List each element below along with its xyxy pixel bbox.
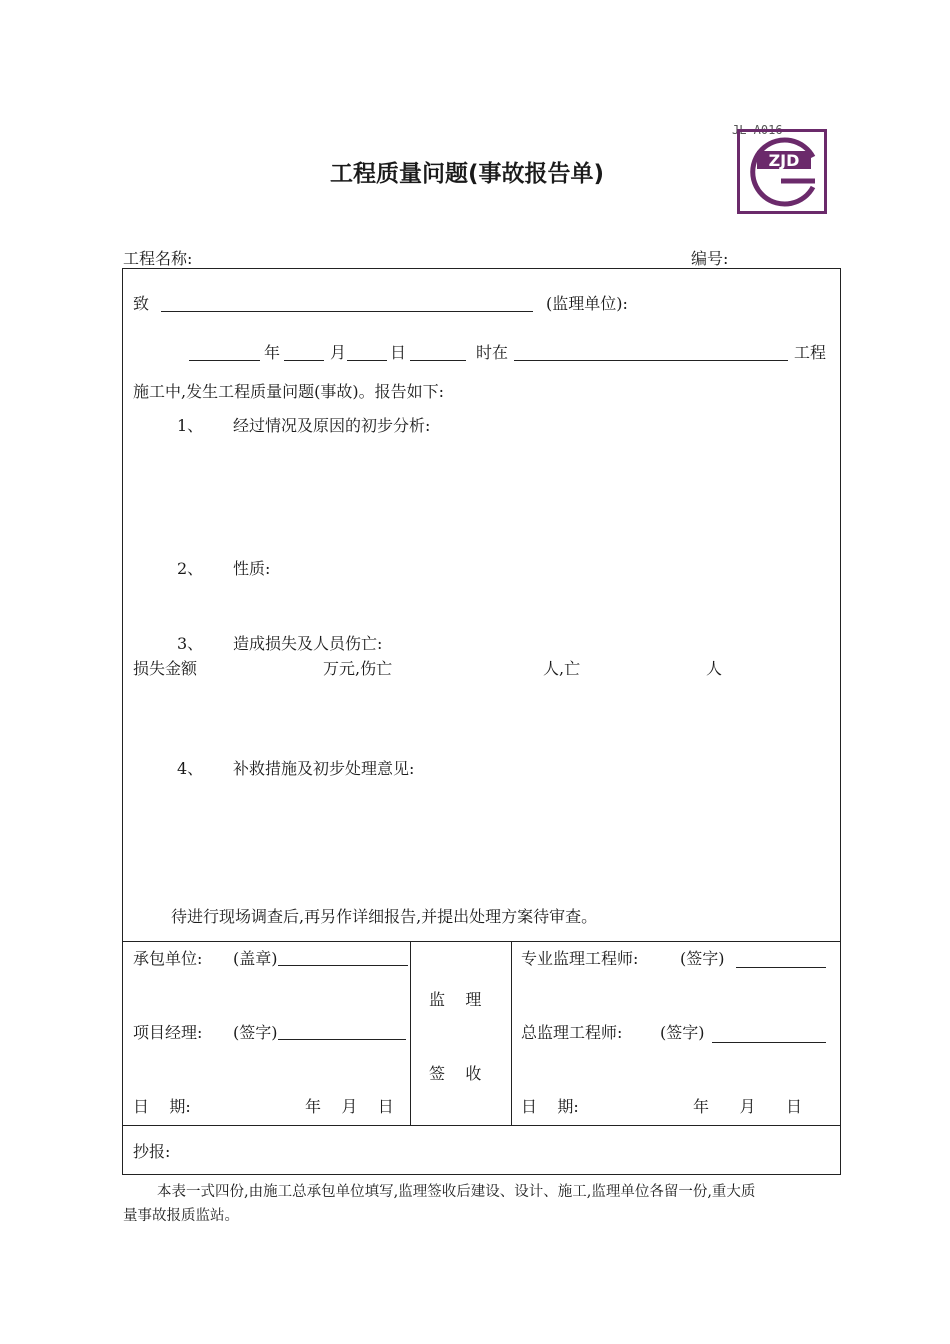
number-label: 编号: <box>691 249 729 268</box>
signoff-divider <box>122 941 841 942</box>
item4-number: 4、 <box>177 759 204 778</box>
closing-note: 待进行现场调查后,再另作详细报告,并提出处理方案待审查。 <box>171 907 598 926</box>
to-prefix: 致 <box>133 294 150 313</box>
day-field[interactable] <box>347 360 387 361</box>
injured-unit: 人,亡 <box>543 659 581 678</box>
project-word: 工程 <box>794 343 827 362</box>
loss-label: 损失金额 <box>133 659 198 678</box>
form-frame <box>122 268 841 1175</box>
project-field[interactable] <box>514 360 788 361</box>
page-title: 工程质量问题(事故报告单) <box>330 161 605 187</box>
chief-engineer-label: 总监理工程师: <box>521 1023 623 1042</box>
supervisor-unit-field[interactable] <box>161 311 533 312</box>
item2-text: 性质: <box>233 559 271 578</box>
company-logo-icon <box>737 129 827 214</box>
year-field[interactable] <box>189 360 260 361</box>
signoff-col-divider-right <box>511 941 512 1125</box>
form-code: JL-A016 <box>732 123 783 137</box>
date-ymd-left: 年 月 日 <box>305 1097 394 1116</box>
item3-number: 3、 <box>177 634 204 653</box>
engineer-sign-note: (签字) <box>680 949 725 968</box>
contractor-label: 承包单位: <box>133 949 203 968</box>
pm-sign-field[interactable] <box>278 1039 406 1040</box>
pm-label: 项目经理: <box>133 1023 203 1042</box>
supervision-label: 监 理 <box>429 990 482 1009</box>
day-label: 日 <box>390 343 407 362</box>
receipt-label: 签 收 <box>429 1064 482 1083</box>
item4-text: 补救措施及初步处理意见: <box>233 759 415 778</box>
signoff-col-divider-left <box>410 941 411 1125</box>
item1-text: 经过情况及原因的初步分析: <box>233 416 431 435</box>
report-intro: 施工中,发生工程质量问题(事故)。报告如下: <box>133 382 444 401</box>
item2-number: 2、 <box>177 559 204 578</box>
pm-sign-note: (签字) <box>233 1023 278 1042</box>
engineer-label: 专业监理工程师: <box>521 949 639 968</box>
dead-unit: 人 <box>706 659 723 678</box>
date-ymd-right: 年 月 日 <box>693 1097 803 1116</box>
footnote-line1: 本表一式四份,由施工总承包单位填写,监理签收后建设、设计、施工,监理单位各留一份,重大质 <box>157 1184 756 1200</box>
logo-text: ZJD <box>768 151 800 170</box>
project-name-label: 工程名称: <box>123 249 193 268</box>
to-suffix: (监理单位): <box>546 294 628 313</box>
contractor-seal-field[interactable] <box>278 965 408 966</box>
month-field[interactable] <box>284 360 324 361</box>
item3-text: 造成损失及人员伤亡: <box>233 634 383 653</box>
cc-label: 抄报: <box>133 1142 171 1161</box>
year-label: 年 <box>264 343 281 362</box>
date-label-left: 日 期: <box>133 1097 191 1116</box>
item1-number: 1、 <box>177 416 204 435</box>
chief-sign-field[interactable] <box>712 1042 826 1043</box>
hour-field[interactable] <box>410 360 466 361</box>
chief-sign-note: (签字) <box>660 1023 705 1042</box>
date-label-right: 日 期: <box>521 1097 579 1116</box>
cc-divider <box>122 1125 841 1126</box>
footnote-line2: 量事故报质监站。 <box>123 1208 239 1224</box>
loss-unit: 万元,伤亡 <box>323 659 393 678</box>
engineer-sign-field[interactable] <box>736 967 826 968</box>
month-label: 月 <box>330 343 347 362</box>
seal-note: (盖章) <box>233 949 278 968</box>
time-at-label: 时在 <box>476 343 509 362</box>
